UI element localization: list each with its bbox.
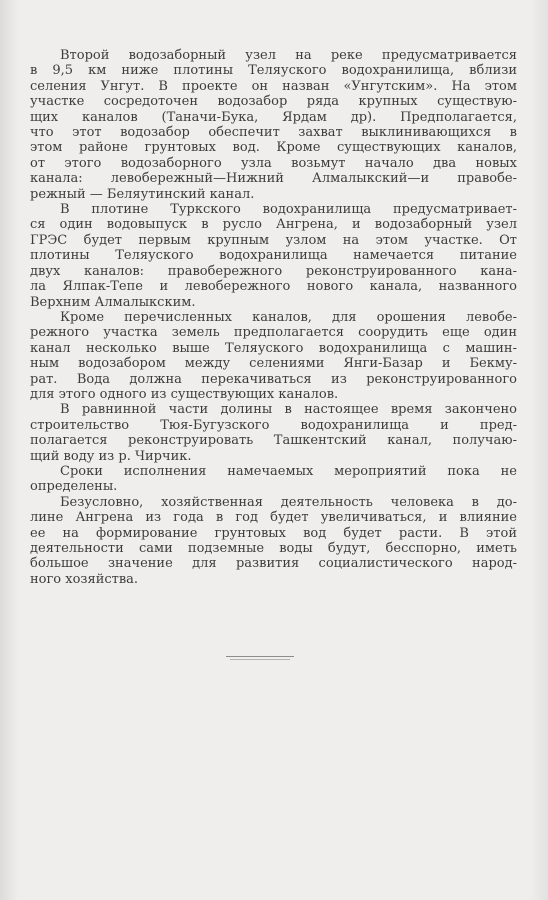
- text-line: канал несколько выше Теляуского водохранилища с машин-: [30, 340, 517, 356]
- text-line: ГРЭС будет первым крупным узлом на этом участке. От: [30, 232, 517, 248]
- text-line: ее на формирование грунтовых вод будет расти. В этой: [30, 525, 517, 541]
- text-line: ным водозабором между селениями Янги-Базар и Бекму-: [30, 356, 517, 372]
- text-line: щих каналов (Таначи-Бука, Ярдам др). Предполагается,: [30, 109, 517, 125]
- text-line: селения Унгут. В проекте он назван «Унгутским». На этом: [30, 78, 517, 94]
- text-line: от этого водозаборного узла возьмут начало два новых: [30, 155, 517, 171]
- paragraph-5: [30, 464, 517, 495]
- text-line: плотины Теляуского водохранилища намечается питание: [30, 248, 517, 264]
- text-line: Безусловно, хозяйственная деятельность человека в до-: [60, 494, 517, 510]
- text-line: В плотине Туркского водохранилища предусматривает-: [60, 202, 517, 218]
- end-divider-rule: [226, 656, 294, 657]
- text-line: участке сосредоточен водозабор ряда крупных существую-: [30, 94, 517, 110]
- text-line: щий воду из р. Чирчик.: [30, 448, 192, 464]
- text-line: режный — Беляутинский канал.: [30, 186, 255, 202]
- text-line: этом районе грунтовых вод. Кроме существующих каналов,: [30, 140, 517, 156]
- text-line: что этот водозабор обеспечит захват выклинивающихся в: [30, 125, 517, 141]
- text-line: Второй водозаборный узел на реке предусматривается: [60, 48, 517, 63]
- text-line: двух каналов: правобережного реконструированного кана-: [30, 263, 517, 279]
- text-line: ла Ялпак-Тепе и левобережного нового канала, названного: [30, 279, 517, 295]
- text-line: в 9,5 км ниже плотины Теляуского водохранилища, вблизи: [30, 63, 517, 79]
- paragraph-1: [30, 48, 517, 202]
- text-line: большое значение для развития социалистического народ-: [30, 556, 517, 572]
- text-line: режного участка земель предполагается соорудить еще один: [30, 325, 517, 341]
- text-line: Верхним Алмалыкским.: [30, 294, 196, 310]
- paragraph-6: [30, 495, 517, 587]
- text-line: деятельности сами подземные воды будут, бесспорно, иметь: [30, 541, 517, 556]
- text-line: Сроки исполнения намечаемых мероприятий пока не: [60, 463, 517, 479]
- text-line: ного хозяйства.: [30, 571, 139, 587]
- text-line: полагается реконструировать Ташкентский канал, получаю-: [30, 433, 517, 449]
- text-line: В равнинной части долины в настоящее время закончено: [60, 402, 517, 418]
- text-line: Кроме перечисленных каналов, для орошения левобе-: [60, 309, 517, 325]
- paragraph-4: [30, 402, 517, 464]
- text-line: для этого одного из существующих каналов.: [30, 386, 339, 402]
- text-line: канала: левобережный—Нижний Алмалыкский—и правобе-: [30, 171, 517, 187]
- paragraph-3: [30, 310, 517, 402]
- body-text: [30, 48, 517, 587]
- paragraph-2: [30, 202, 517, 310]
- text-line: рат. Вода должна перекачиваться из реконструированного: [30, 371, 517, 387]
- text-line: определены.: [30, 479, 118, 495]
- text-line: лине Ангрена из года в год будет увеличиваться, и влияние: [30, 510, 517, 526]
- text-line: строительство Тюя-Бугузского водохранилища и пред-: [30, 417, 517, 433]
- text-line: ся один водовыпуск в русло Ангрена, и водозаборный узел: [30, 217, 517, 233]
